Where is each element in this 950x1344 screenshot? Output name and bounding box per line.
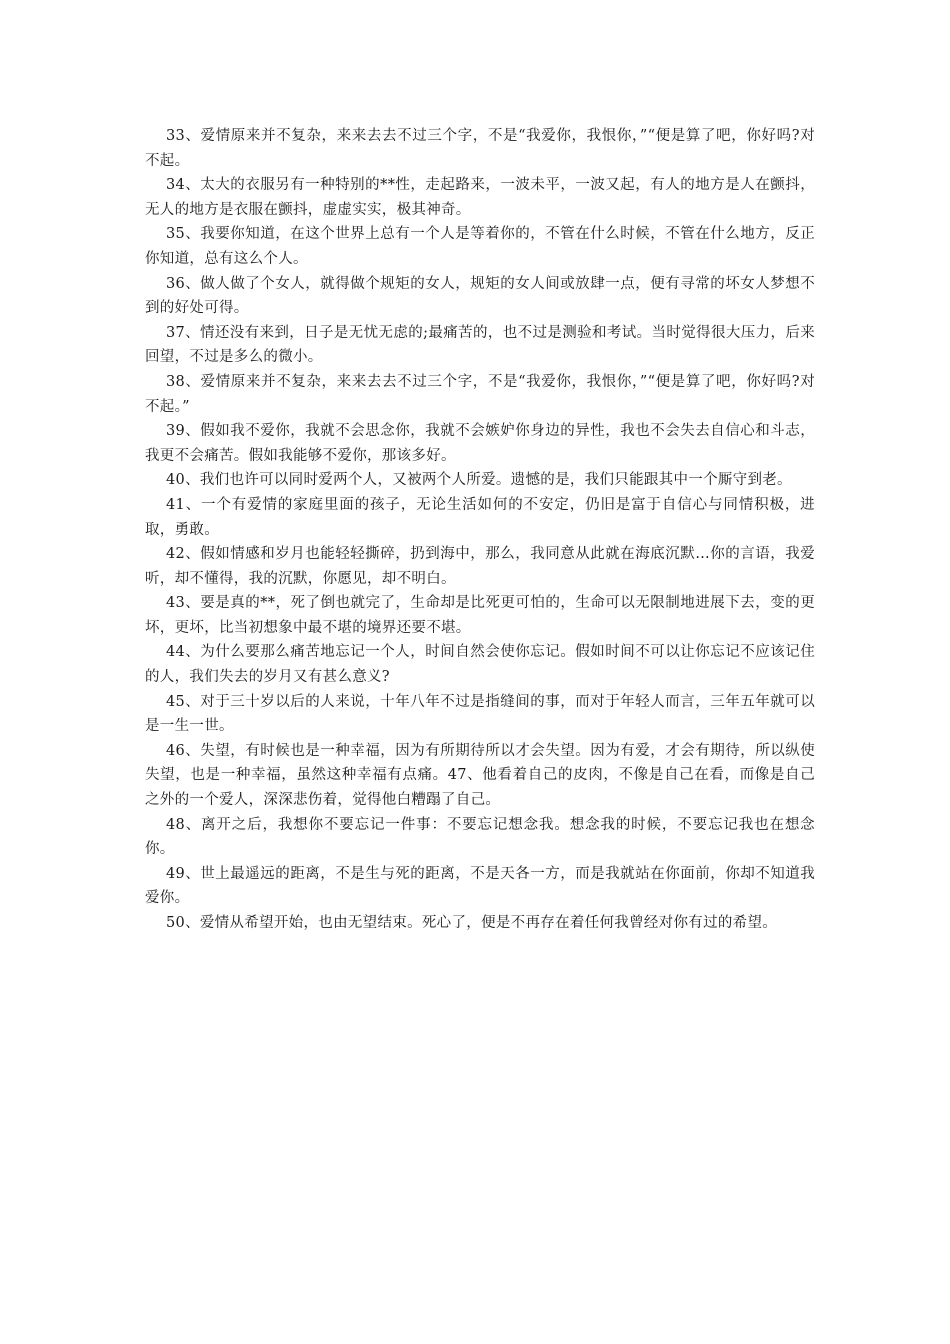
paragraph-37: 37、情还没有来到，日子是无忧无虑的;最痛苦的，也不过是测验和考试。当时觉得很大压力，后来回望，不过是多么的微小。 <box>145 324 815 366</box>
paragraph-36: 36、做人做了个女人，就得做个规矩的女人，规矩的女人间或放肆一点，便有寻常的坏女人梦想不到的好处可得。 <box>145 275 815 317</box>
paragraph-33: 33、爱情原来并不复杂，来来去去不过三个字，不是“我爱你，我恨你，”“便是算了吧，你好吗?对不起。 <box>145 128 815 169</box>
paragraph-46: 46、失望，有时候也是一种幸福，因为有所期待所以才会失望。因为有爱，才会有期待，所以纵使失望，也是一种幸福，虽然这种幸福有点痛。47、他看着自己的皮肉，不像是自己在看，而像是自己之外的一个爱人，深深悲伤着，觉得他白糟蹋了自己。 <box>145 742 815 809</box>
paragraph-35: 35、我要你知道，在这个世界上总有一个人是等着你的，不管在什么时候，不管在什么地方，反正你知道，总有这么个人。 <box>145 226 815 267</box>
paragraph-38: 38、爱情原来并不复杂，来来去去不过三个字，不是“我爱你，我恨你，”“便是算了吧，你好吗?对不起。” <box>145 373 815 415</box>
paragraph-44: 44、为什么要那么痛苦地忘记一个人，时间自然会使你忘记。假如时间不可以让你忘记不应该记住的人，我们失去的岁月又有甚么意义? <box>145 644 815 686</box>
paragraph-45: 45、对于三十岁以后的人来说，十年八年不过是指缝间的事，而对于年轻人而言，三年五年就可以是一生一世。 <box>145 693 815 735</box>
paragraph-48: 48、离开之后，我想你不要忘记一件事：不要忘记想念我。想念我的时候，不要忘记我也在想念你。 <box>145 816 815 858</box>
paragraph-34: 34、太大的衣服另有一种特别的**性，走起路来，一波未平，一波又起，有人的地方是人在颤抖，无人的地方是衣服在颤抖，虚虚实实，极其神奇。 <box>145 177 815 218</box>
paragraph-42: 42、假如情感和岁月也能轻轻撕碎，扔到海中，那么，我同意从此就在海底沉默…你的言语，我爱听，却不懂得，我的沉默，你愿见，却不明白。 <box>145 546 815 587</box>
paragraph-39: 39、假如我不爱你，我就不会思念你，我就不会嫉妒你身边的异性，我也不会失去自信心和斗志，我更不会痛苦。假如我能够不爱你，那该多好。 <box>145 423 815 464</box>
paragraph-49: 49、世上最遥远的距离，不是生与死的距离，不是天各一方，而是我就站在你面前，你却不知道我爱你。 <box>145 865 815 907</box>
paragraph-43: 43、要是真的**，死了倒也就完了，生命却是比死更可怕的，生命可以无限制地进展下去，变的更坏，更坏，比当初想象中最不堪的境界还要不堪。 <box>145 595 815 636</box>
document-body <box>145 124 815 936</box>
paragraph-41: 41、一个有爱情的家庭里面的孩子，无论生活如何的不安定，仍旧是富于自信心与同情积极，进取，勇敢。 <box>145 496 815 538</box>
paragraph-50: 50、爱情从希望开始，也由无望结束。死心了，便是不再存在着任何我曾经对你有过的希望。 <box>166 915 778 931</box>
paragraph-40: 40、我们也许可以同时爱两个人，又被两个人所爱。遗憾的是，我们只能跟其中一个厮守到老。 <box>166 472 792 489</box>
